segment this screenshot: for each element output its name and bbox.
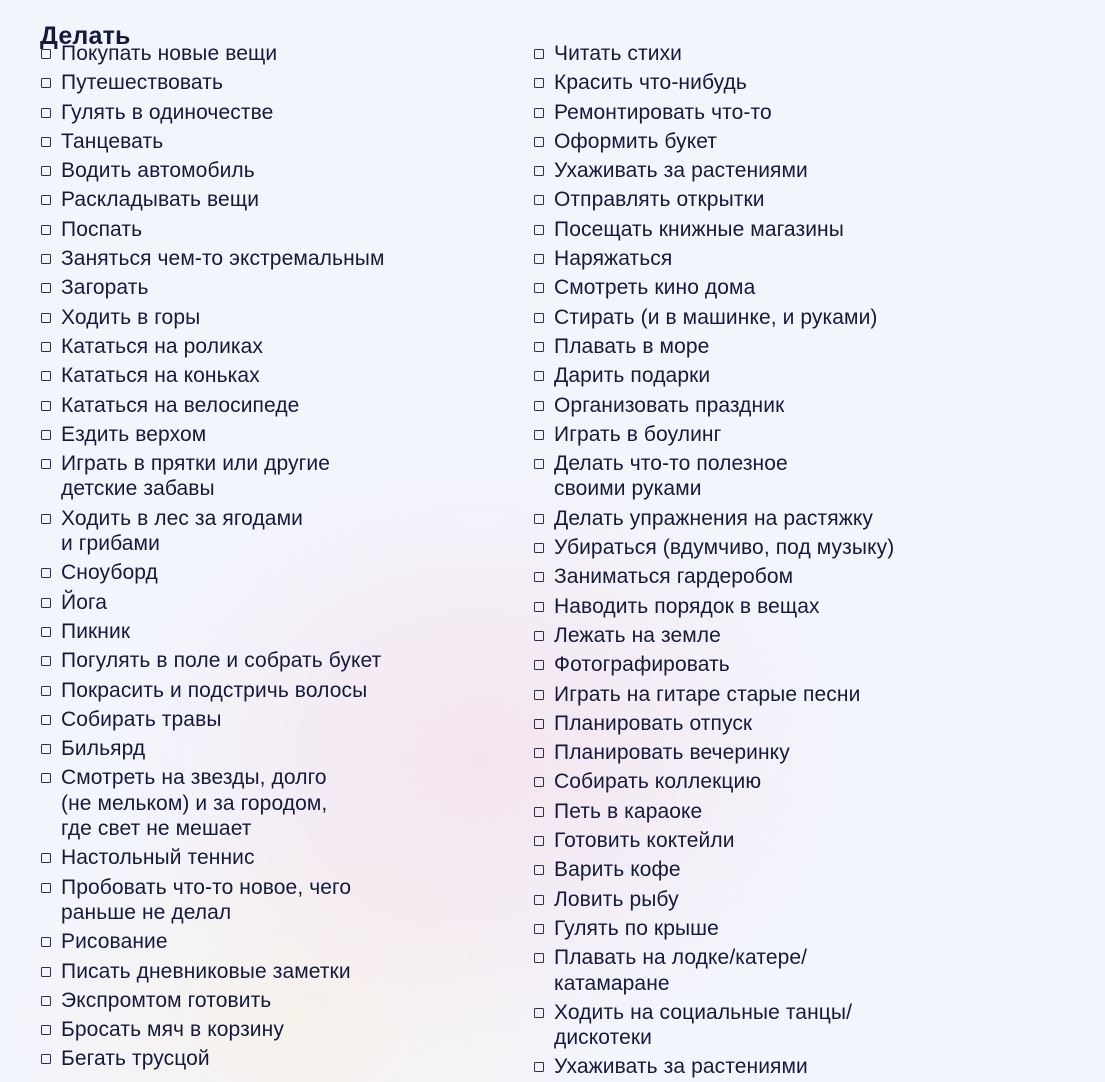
list-item xyxy=(40,617,510,646)
checkbox-icon[interactable] xyxy=(534,807,544,817)
checkbox-icon[interactable] xyxy=(41,744,51,754)
list-item-label: Экспромтом готовить xyxy=(61,988,272,1012)
list-item-label: Наряжаться xyxy=(554,247,673,271)
list-item xyxy=(40,646,510,675)
checkbox-icon[interactable] xyxy=(41,78,51,88)
list-item xyxy=(533,215,1093,244)
checkbox-icon[interactable] xyxy=(534,371,544,381)
checkbox-icon[interactable] xyxy=(41,656,51,666)
checkbox-icon[interactable] xyxy=(534,166,544,176)
list-item xyxy=(40,185,510,214)
list-item-label: Организовать праздник xyxy=(554,393,785,417)
list-item-label: Плавать на лодке/катере/ катамаране xyxy=(554,946,808,995)
checkbox-icon[interactable] xyxy=(41,598,51,608)
checkbox-icon[interactable] xyxy=(41,225,51,235)
list-item xyxy=(533,244,1093,273)
list-item xyxy=(533,420,1093,449)
list-item xyxy=(533,1052,1093,1081)
list-item xyxy=(40,244,510,273)
list-item xyxy=(40,449,510,504)
checkbox-icon[interactable] xyxy=(41,430,51,440)
list-item xyxy=(533,273,1093,302)
checkbox-icon[interactable] xyxy=(41,283,51,293)
list-item-label: Ухаживать за растениями xyxy=(554,159,808,183)
list-item xyxy=(533,98,1093,127)
list-item-label: Ездить верхом xyxy=(61,422,207,446)
list-item-label: Играть на гитаре старые песни xyxy=(554,682,861,706)
list-item-label: Лежать на земле xyxy=(554,623,721,647)
list-item xyxy=(40,927,510,956)
checkbox-icon[interactable] xyxy=(41,853,51,863)
list-item-label: Стирать (и в машинке, и руками) xyxy=(554,305,878,329)
list-item xyxy=(533,391,1093,420)
list-item xyxy=(40,420,510,449)
checkbox-icon[interactable] xyxy=(41,459,51,469)
list-item xyxy=(533,68,1093,97)
checkbox-icon[interactable] xyxy=(41,937,51,947)
list-item-label: Кататься на роликах xyxy=(61,334,264,358)
list-item-label: Плавать в море xyxy=(554,334,710,358)
list-item-label: Петь в караоке xyxy=(554,799,703,823)
checkbox-icon[interactable] xyxy=(41,49,51,59)
list-item-label: Играть в прятки или другие детские забавы xyxy=(61,452,331,501)
checkbox-icon[interactable] xyxy=(534,254,544,264)
checkbox-icon[interactable] xyxy=(41,1025,51,1035)
list-item xyxy=(533,449,1093,504)
list-item-label: Гулять в одиночестве xyxy=(61,100,274,124)
list-item-label: Бегать трусцой xyxy=(61,1047,210,1071)
list-item xyxy=(533,650,1093,679)
list-item-label: Планировать вечеринку xyxy=(554,741,790,765)
list-item-label: Фотографировать xyxy=(554,653,730,677)
checkbox-icon[interactable] xyxy=(41,773,51,783)
checkbox-icon[interactable] xyxy=(534,777,544,787)
checkbox-icon[interactable] xyxy=(534,283,544,293)
checkbox-icon[interactable] xyxy=(534,748,544,758)
list-item-label: Играть в боулинг xyxy=(554,422,722,446)
checkbox-icon[interactable] xyxy=(534,401,544,411)
list-item xyxy=(40,504,510,559)
checkbox-icon[interactable] xyxy=(534,195,544,205)
list-item xyxy=(40,361,510,390)
list-item xyxy=(533,797,1093,826)
list-item-label: Делать что-то полезное своими руками xyxy=(554,452,788,501)
list-item-label: Заняться чем-то экстремальным xyxy=(61,247,385,271)
list-item-label: Смотреть кино дома xyxy=(554,276,756,300)
list-item xyxy=(533,361,1093,390)
checkbox-icon[interactable] xyxy=(534,543,544,553)
checkbox-icon[interactable] xyxy=(41,1054,51,1064)
list-item xyxy=(40,39,510,68)
page-title: Делать xyxy=(40,21,131,50)
list-item-label: Бильярд xyxy=(61,737,146,761)
list-item xyxy=(40,1015,510,1044)
checkbox-icon[interactable] xyxy=(534,865,544,875)
list-item-label: Писать дневниковые заметки xyxy=(61,959,351,983)
list-item xyxy=(533,738,1093,767)
list-item-label: Водить автомобиль xyxy=(61,159,255,183)
list-item-label: Поспать xyxy=(61,217,143,241)
checkbox-icon[interactable] xyxy=(41,371,51,381)
checkbox-icon[interactable] xyxy=(534,572,544,582)
list-item-label: Планировать отпуск xyxy=(554,711,753,735)
checkbox-icon[interactable] xyxy=(534,895,544,905)
list-item-label: Ремонтировать что-то xyxy=(554,100,772,124)
checkbox-icon[interactable] xyxy=(41,108,51,118)
list-item-label: Настольный теннис xyxy=(61,846,255,870)
list-item xyxy=(533,914,1093,943)
checkbox-icon[interactable] xyxy=(41,401,51,411)
list-item-label: Путешествовать xyxy=(61,71,223,95)
list-item-label: Пробовать что-то новое, чего раньше не делал xyxy=(61,875,352,924)
list-item-label: Ловить рыбу xyxy=(554,887,679,911)
list-item xyxy=(40,588,510,617)
checkbox-icon[interactable] xyxy=(534,225,544,235)
list-item xyxy=(533,592,1093,621)
list-item xyxy=(533,303,1093,332)
list-item-label: Делать упражнения на растяжку xyxy=(554,506,873,530)
checkbox-icon[interactable] xyxy=(534,49,544,59)
list-item xyxy=(533,127,1093,156)
checkbox-icon[interactable] xyxy=(534,313,544,323)
list-item-label: Загорать xyxy=(61,276,149,300)
list-item xyxy=(533,826,1093,855)
checkbox-icon[interactable] xyxy=(41,967,51,977)
checkbox-icon[interactable] xyxy=(534,514,544,524)
list-item xyxy=(40,986,510,1015)
list-item-label: Покрасить и подстричь волосы xyxy=(61,678,368,702)
checkbox-icon[interactable] xyxy=(534,690,544,700)
list-item-label: Покупать новые вещи xyxy=(61,42,278,65)
list-item xyxy=(533,709,1093,738)
list-item-label: Смотреть на звезды, долго (не мельком) и за городом, где свет не мешает xyxy=(61,766,328,841)
checkbox-icon[interactable] xyxy=(41,568,51,578)
list-item xyxy=(40,391,510,420)
list-item xyxy=(533,562,1093,591)
list-item xyxy=(40,843,510,872)
list-item xyxy=(40,98,510,127)
list-item xyxy=(40,156,510,185)
list-item-label: Ходить в лес за ягодами и грибами xyxy=(61,506,303,556)
list-item-label: Сноуборд xyxy=(61,561,158,585)
list-item-label: Йога xyxy=(61,590,108,614)
list-item xyxy=(533,943,1093,998)
list-item-label: Гулять по крыше xyxy=(554,916,719,940)
list-item-label: Кататься на коньках xyxy=(61,364,260,388)
list-item xyxy=(533,332,1093,361)
list-item-label: Отправлять открытки xyxy=(554,188,765,212)
list-item-label: Посещать книжные магазины xyxy=(554,217,844,241)
list-item xyxy=(40,873,510,928)
checkbox-icon[interactable] xyxy=(534,1008,544,1018)
checkbox-icon[interactable] xyxy=(41,166,51,176)
list-item xyxy=(533,621,1093,650)
list-item xyxy=(40,303,510,332)
checkbox-icon[interactable] xyxy=(41,342,51,352)
list-item-label: Погулять в поле и собрать букет xyxy=(61,649,382,673)
checkbox-icon[interactable] xyxy=(41,254,51,264)
list-item-label: Ухаживать за растениями xyxy=(554,1055,808,1079)
list-item xyxy=(533,39,1093,68)
checkbox-icon[interactable] xyxy=(41,313,51,323)
checkbox-icon[interactable] xyxy=(534,631,544,641)
list-item-label: Ходить в горы xyxy=(61,305,201,329)
list-item xyxy=(40,332,510,361)
list-item-label: Пикник xyxy=(61,619,131,643)
activity-list-right xyxy=(533,39,1093,1082)
list-item xyxy=(533,767,1093,796)
list-item-label: Ходить на социальные танцы/ дискотеки xyxy=(554,1000,853,1050)
checkbox-icon[interactable] xyxy=(41,627,51,637)
list-item-label: Собирать травы xyxy=(61,707,222,731)
list-item-label: Бросать мяч в корзину xyxy=(61,1018,284,1042)
checkbox-icon[interactable] xyxy=(534,719,544,729)
list-item xyxy=(40,273,510,302)
list-item xyxy=(40,127,510,156)
checkbox-icon[interactable] xyxy=(41,137,51,147)
checkbox-icon[interactable] xyxy=(534,430,544,440)
list-item-label: Кататься на велосипеде xyxy=(61,393,300,417)
checkbox-icon[interactable] xyxy=(41,715,51,725)
checkbox-icon[interactable] xyxy=(534,660,544,670)
list-item-label: Дарить подарки xyxy=(554,364,711,388)
checkbox-icon[interactable] xyxy=(534,836,544,846)
checkbox-icon[interactable] xyxy=(41,686,51,696)
list-item-label: Рисование xyxy=(61,930,168,954)
list-item-label: Красить что-нибудь xyxy=(554,71,747,95)
list-item xyxy=(40,68,510,97)
checkbox-icon[interactable] xyxy=(534,602,544,612)
list-item xyxy=(40,676,510,705)
list-item xyxy=(533,998,1093,1053)
list-item xyxy=(40,763,510,843)
list-item xyxy=(40,215,510,244)
list-item xyxy=(533,504,1093,533)
list-item-label: Собирать коллекцию xyxy=(554,770,762,794)
list-item xyxy=(533,185,1093,214)
checkbox-icon[interactable] xyxy=(534,924,544,934)
list-item-label: Наводить порядок в вещах xyxy=(554,594,820,618)
checkbox-icon[interactable] xyxy=(534,1062,544,1072)
checkbox-icon[interactable] xyxy=(534,137,544,147)
list-item-label: Читать стихи xyxy=(554,42,682,65)
checkbox-icon[interactable] xyxy=(534,78,544,88)
list-item xyxy=(40,957,510,986)
list-item-label: Убираться (вдумчиво, под музыку) xyxy=(554,536,895,560)
list-item xyxy=(40,705,510,734)
checkbox-icon[interactable] xyxy=(41,195,51,205)
list-item xyxy=(533,533,1093,562)
list-item xyxy=(40,1044,510,1073)
checkbox-icon[interactable] xyxy=(41,996,51,1006)
activity-list-left xyxy=(40,39,510,1074)
list-item-label: Готовить коктейли xyxy=(554,829,735,853)
list-item-label: Танцевать xyxy=(61,129,164,153)
list-item xyxy=(40,558,510,587)
checkbox-icon[interactable] xyxy=(534,108,544,118)
checkbox-icon[interactable] xyxy=(534,342,544,352)
list-item-label: Заниматься гардеробом xyxy=(554,565,794,589)
list-item xyxy=(533,855,1093,884)
list-item-label: Раскладывать вещи xyxy=(61,188,260,212)
list-item xyxy=(533,885,1093,914)
checkbox-icon[interactable] xyxy=(41,883,51,893)
list-item xyxy=(533,156,1093,185)
checkbox-icon[interactable] xyxy=(41,514,51,524)
list-item-label: Варить кофе xyxy=(554,858,681,882)
list-item-label: Оформить букет xyxy=(554,129,718,153)
list-item xyxy=(40,734,510,763)
checkbox-icon[interactable] xyxy=(534,459,544,469)
list-item xyxy=(533,680,1093,709)
checkbox-icon[interactable] xyxy=(534,953,544,963)
